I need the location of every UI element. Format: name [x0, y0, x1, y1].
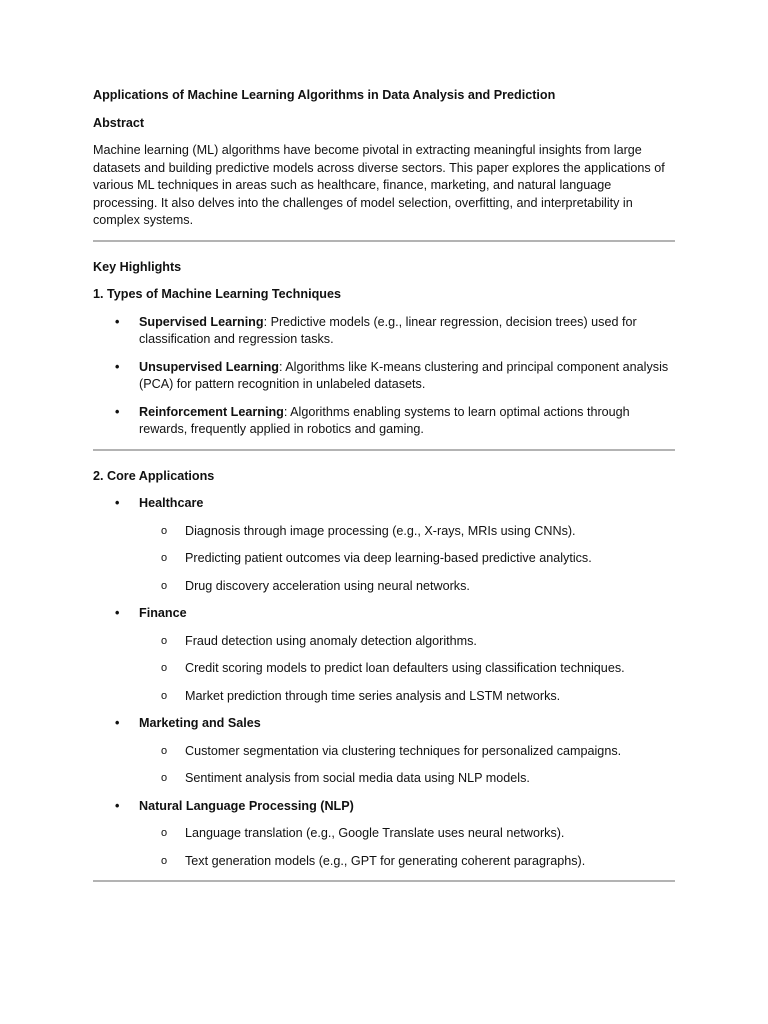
- document-page: [93, 87, 675, 882]
- technique-term: Unsupervised Learning: [139, 359, 279, 374]
- technique-term: Reinforcement Learning: [139, 404, 284, 419]
- list-item: o Market prediction through time series analysis and LSTM networks.: [139, 688, 675, 706]
- application-group: [93, 495, 675, 595]
- group-name: Marketing and Sales: [139, 716, 261, 730]
- list-item: [93, 314, 675, 349]
- abstract-heading: Abstract: [93, 115, 145, 130]
- application-group: [93, 715, 675, 788]
- group-name: Natural Language Processing (NLP): [139, 798, 354, 813]
- techniques-list: [93, 314, 675, 439]
- list-item: o Credit scoring models to predict loan defaulters using classification techniques.: [139, 660, 675, 678]
- list-item: o Sentiment analysis from social media data using NLP models.: [139, 770, 675, 788]
- sublist: [139, 825, 675, 870]
- list-item: o Fraud detection using anomaly detection algorithms.: [139, 633, 675, 651]
- key-highlights-heading: Key Highlights: [93, 259, 182, 274]
- sublist: [139, 523, 675, 596]
- list-item: o Language translation (e.g., Google Translate uses neural networks).: [139, 825, 675, 843]
- sublist: [139, 633, 675, 706]
- sublist: [139, 743, 675, 788]
- application-group: [93, 798, 675, 871]
- technique-term: Supervised Learning: [139, 314, 264, 329]
- group-name: Finance: [139, 606, 187, 620]
- technique-desc: : Algorithms enabling systems to learn optimal actions through rewards, frequently applied in robotics and gaming.: [139, 404, 630, 436]
- list-item: o Drug discovery acceleration using neural networks.: [139, 578, 675, 596]
- document-title: Applications of Machine Learning Algorithms in Data Analysis and Prediction: [93, 88, 556, 102]
- list-item: o Customer segmentation via clustering techniques for personalized campaigns.: [139, 743, 675, 761]
- list-item: o Diagnosis through image processing (e.g., X-rays, MRIs using CNNs).: [139, 523, 675, 541]
- list-item: [93, 359, 675, 394]
- technique-desc: : Predictive models (e.g., linear regression, decision trees) used for classification and regression tasks.: [139, 314, 637, 346]
- group-name: Healthcare: [139, 496, 204, 510]
- list-item: o Predicting patient outcomes via deep learning-based predictive analytics.: [139, 550, 675, 568]
- abstract-text: Machine learning (ML) algorithms have become pivotal in extracting meaningful insights from large datasets and building predictive models across diverse sectors. This paper explores the applications of various ML techniques in areas such as healthcare, finance, marketing, and natural language processing. It also delves into the challenges of model selection, overfitting, and interpretability in complex systems.: [93, 143, 665, 227]
- technique-desc: : Algorithms like K-means clustering and principal component analysis (PCA) for pattern recognition in unlabeled datasets.: [139, 359, 669, 391]
- section-divider: [93, 880, 675, 882]
- section2-heading: 2. Core Applications: [93, 468, 215, 483]
- list-item: o Text generation models (e.g., GPT for generating coherent paragraphs).: [139, 853, 675, 871]
- list-item: [93, 404, 675, 439]
- application-group: [93, 605, 675, 705]
- applications-list: [93, 495, 675, 870]
- section1-heading: 1. Types of Machine Learning Techniques: [93, 287, 341, 301]
